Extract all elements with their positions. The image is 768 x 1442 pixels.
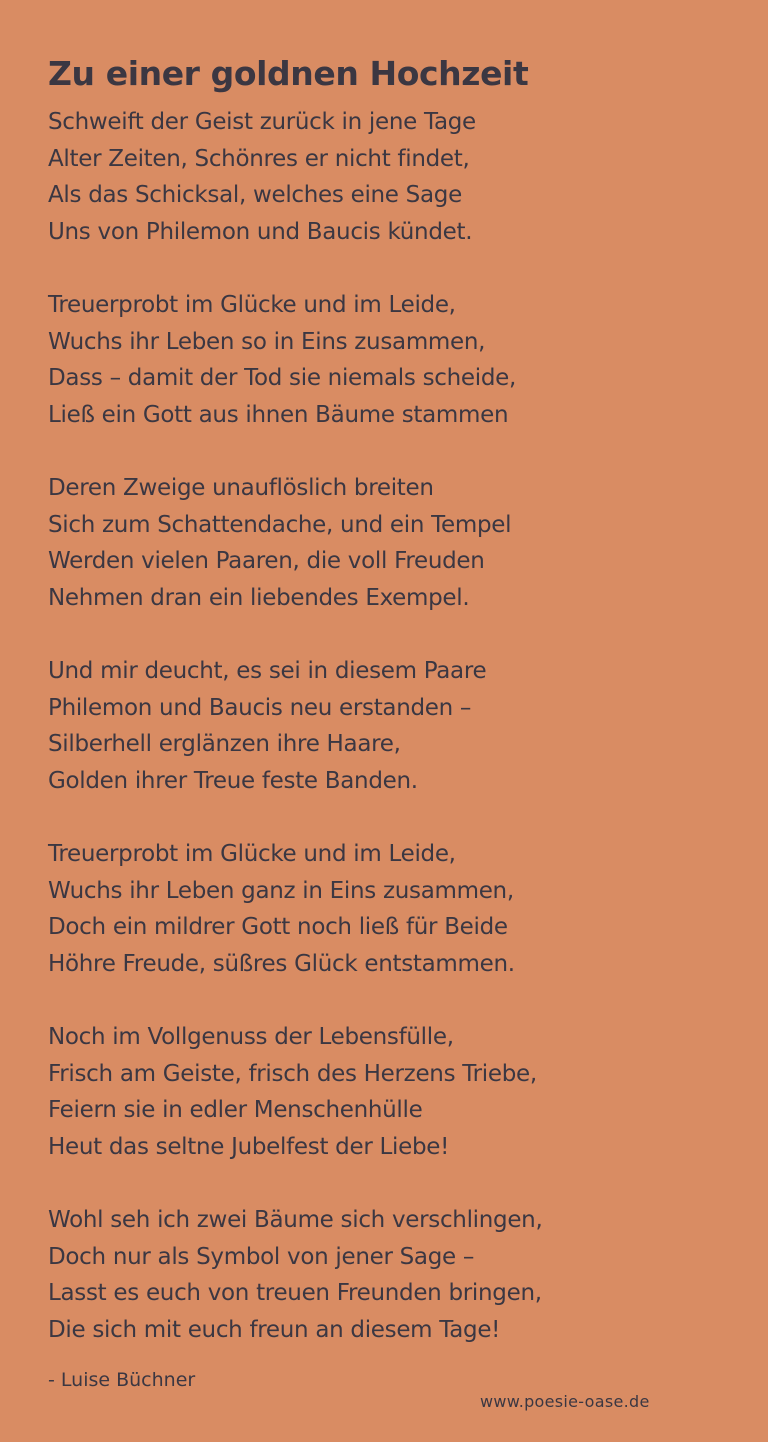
poem-line: Doch ein mildrer Gott noch ließ für Beide xyxy=(48,914,508,940)
poem-line: Philemon und Baucis neu erstanden – xyxy=(48,694,472,721)
poem-line: Feiern sie in edler Menschenhülle xyxy=(48,1097,423,1123)
poem-line: Silberhell erglänzen ihre Haare, xyxy=(48,731,401,757)
poem-line: Nehmen dran ein liebendes Exempel. xyxy=(48,584,470,611)
poem-line: Golden ihrer Treue feste Banden. xyxy=(48,767,418,794)
stanza xyxy=(48,470,738,616)
poem-line: Wuchs ihr Leben ganz in Eins zusammen, xyxy=(48,877,514,904)
poem-line: Werden vielen Paaren, die voll Freuden xyxy=(48,548,485,574)
poem-line: Heut das seltne Jubelfest der Liebe! xyxy=(48,1133,450,1160)
author-credit: - Luise Büchner xyxy=(48,1369,196,1391)
poem-line: Lasst es euch von treuen Freunden bringen, xyxy=(48,1280,542,1306)
poem-line: Wohl seh ich zwei Bäume sich verschlingen, xyxy=(48,1207,543,1233)
poem-line: Und mir deucht, es sei in diesem Paare xyxy=(48,658,487,684)
poem-line: Die sich mit euch freun an diesem Tage! xyxy=(48,1316,501,1343)
poem-line: Treuerprobt im Glücke und im Leide, xyxy=(48,841,456,867)
poem-line: Treuerprobt im Glücke und im Leide, xyxy=(48,292,456,318)
poem-line: Frisch am Geiste, frisch des Herzens Triebe, xyxy=(48,1060,537,1087)
poem-line: Ließ ein Gott aus ihnen Bäume stammen xyxy=(48,401,509,428)
website-watermark: www.poesie-oase.de xyxy=(480,1392,650,1411)
poem-line: Wuchs ihr Leben so in Eins zusammen, xyxy=(48,328,486,355)
poem-line: Alter Zeiten, Schönres er nicht findet, xyxy=(48,145,470,172)
poem-line: Uns von Philemon und Baucis kündet. xyxy=(48,218,473,245)
poem-line: Schweift der Geist zurück in jene Tage xyxy=(48,109,476,135)
stanza xyxy=(48,1019,738,1165)
poem-line: Sich zum Schattendache, und ein Tempel xyxy=(48,511,512,538)
poem-line: Noch im Vollgenuss der Lebensfülle, xyxy=(48,1024,454,1050)
stanza xyxy=(48,1202,738,1348)
stanza xyxy=(48,287,738,433)
poem-line: Höhre Freude, süßres Glück entstammen. xyxy=(48,950,515,977)
stanza xyxy=(48,653,738,799)
poem-title: Zu einer goldnen Hochzeit xyxy=(48,54,529,93)
stanza xyxy=(48,104,738,250)
poem-line: Doch nur als Symbol von jener Sage – xyxy=(48,1243,475,1270)
poem-body xyxy=(48,104,738,1385)
poem-line: Dass – damit der Tod sie niemals scheide, xyxy=(48,365,516,391)
poem-line: Als das Schicksal, welches eine Sage xyxy=(48,182,462,208)
poem-line: Deren Zweige unauflöslich breiten xyxy=(48,475,434,501)
stanza xyxy=(48,836,738,982)
